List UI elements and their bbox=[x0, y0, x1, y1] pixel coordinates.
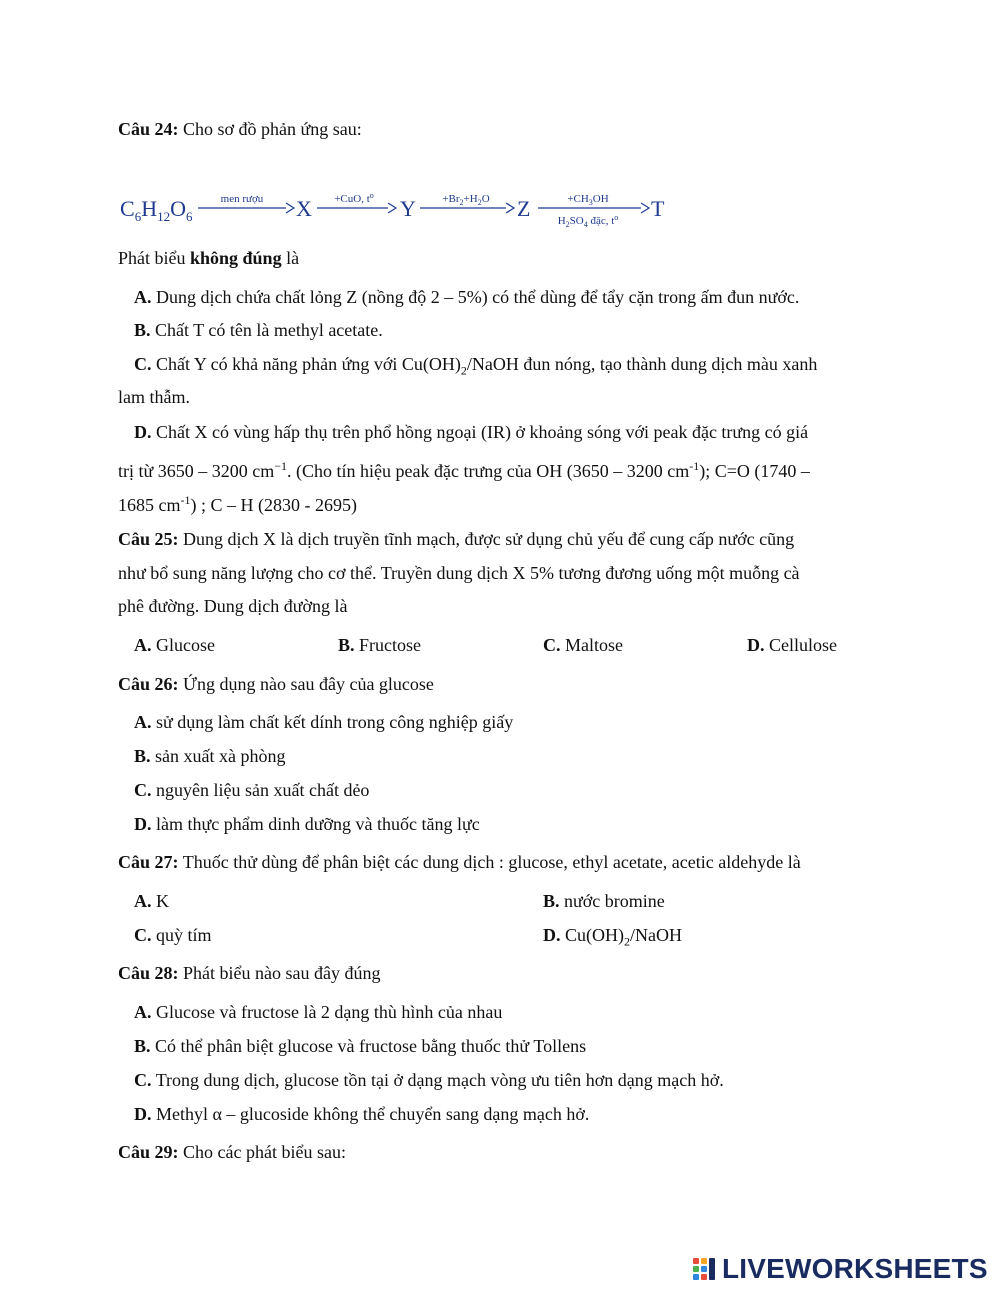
q26-option-a: A. sử dụng làm chất kết dính trong công nghiệp giấy bbox=[134, 712, 514, 732]
q27-option-c: C. quỳ tím bbox=[134, 925, 212, 945]
q28-option-d: D. Methyl α – glucoside không thể chuyển sang dạng mạch hở. bbox=[134, 1104, 590, 1124]
q25-option-c: C. Maltose bbox=[543, 635, 623, 655]
q26-option-b: B. sản xuất xà phòng bbox=[134, 746, 286, 766]
q24-option-c: C. Chất Y có khả năng phản ứng với $Cu(OH)_2$/NaOH đun nóng, tạo thành dung dịch màu xanh bbox=[134, 354, 818, 378]
arrowhead-3 bbox=[506, 203, 514, 213]
q27-heading: Câu 27: Thuốc thử dùng để phân biệt các dung dịch : glucose, ethyl acetate, acetic aldehyde là bbox=[118, 852, 801, 872]
q26-option-c: C. nguyên liệu sản xuất chất dẻo bbox=[134, 780, 370, 800]
logo-text: LIVEWORKSHEETS bbox=[722, 1253, 988, 1284]
scheme-start-formula: $C_6H_{12}O_6$ bbox=[120, 196, 193, 224]
q25-option-d: D. Cellulose bbox=[747, 635, 837, 655]
q28-option-b: B. Có thể phân biệt glucose và fructose bằng thuốc thử Tollens bbox=[134, 1036, 587, 1056]
logo-icon bbox=[692, 1257, 718, 1283]
q24-option-a: A. Dung dịch chứa chất lỏng Z (nồng độ 2 – 5%) có thể dùng để tẩy cặn trong ấm đun nước. bbox=[134, 287, 800, 307]
scheme-y: Y bbox=[400, 196, 416, 221]
q25-option-a: A. Glucose bbox=[134, 635, 215, 655]
step4-bottom-label: $H_2SO_4$ đặc, $t^o$ bbox=[557, 213, 619, 229]
step4-top-label: $+CH_3OH$ bbox=[567, 193, 609, 207]
step2-label: +CuO, $t^o$ bbox=[334, 191, 374, 205]
q24-stem: Phát biểu không đúng là bbox=[118, 248, 300, 268]
arrowhead-4 bbox=[641, 203, 649, 213]
q26-heading: Câu 26: Ứng dụng nào sau đây của glucose bbox=[118, 674, 434, 694]
reaction-scheme bbox=[118, 186, 678, 232]
q26-option-d: D. làm thực phẩm dinh dưỡng và thuốc tăng lực bbox=[134, 814, 480, 834]
q27-option-b: B. nước bromine bbox=[543, 891, 665, 911]
step3-label: $+Br_2+H_2O$ bbox=[442, 193, 490, 207]
scheme-t: T bbox=[651, 196, 665, 221]
q27-option-a: A. K bbox=[134, 891, 169, 911]
q25-line2: như bổ sung năng lượng cho cơ thể. Truyền dung dịch X 5% tương đương uống một muỗng cà bbox=[118, 563, 800, 583]
scheme-z: Z bbox=[517, 196, 531, 221]
q24-option-d-line3: 1685 $cm^{-1}$) ; C – H (2830 - 2695) bbox=[118, 493, 357, 515]
q24-heading: Câu 24: Cho sơ đồ phản ứng sau: bbox=[118, 119, 362, 139]
step1-label: men rượu bbox=[220, 193, 264, 205]
q24-option-d: D. Chất X có vùng hấp thụ trên phổ hồng ngoại (IR) ở khoảng sóng với peak đặc trưng có giá bbox=[134, 422, 809, 442]
q27-option-d: D. $Cu(OH)_2$/NaOH bbox=[543, 925, 682, 949]
scheme-x: X bbox=[296, 196, 312, 221]
q28-option-c: C. Trong dung dịch, glucose tồn tại ở dạng mạch vòng ưu tiên hơn dạng mạch hở. bbox=[134, 1070, 724, 1090]
arrowhead-1 bbox=[286, 203, 294, 213]
liveworksheets-logo bbox=[692, 1255, 992, 1285]
q24-option-c-cont: lam thẫm. bbox=[118, 387, 190, 407]
q29-heading: Câu 29: Cho các phát biểu sau: bbox=[118, 1142, 346, 1162]
q25-option-b: B. Fructose bbox=[338, 635, 422, 655]
q25-line1: Câu 25: Dung dịch X là dịch truyền tĩnh mạch, được sử dụng chủ yếu để cung cấp nước cũng bbox=[118, 529, 795, 549]
q24-option-d-line2: trị từ 3650 – 3200 $cm^{-1}$. (Cho tín hiệu peak đặc trưng của OH (3650 – 3200 $cm^{-1}$); C=O (1740 – bbox=[118, 459, 810, 481]
arrowhead-2 bbox=[388, 203, 396, 213]
q24-option-b: B. Chất T có tên là methyl acetate. bbox=[134, 320, 383, 340]
q28-heading: Câu 28: Phát biểu nào sau đây đúng bbox=[118, 963, 381, 983]
q28-option-a: A. Glucose và fructose là 2 dạng thù hình của nhau bbox=[134, 1002, 503, 1022]
q25-line3: phê đường. Dung dịch đường là bbox=[118, 596, 348, 616]
